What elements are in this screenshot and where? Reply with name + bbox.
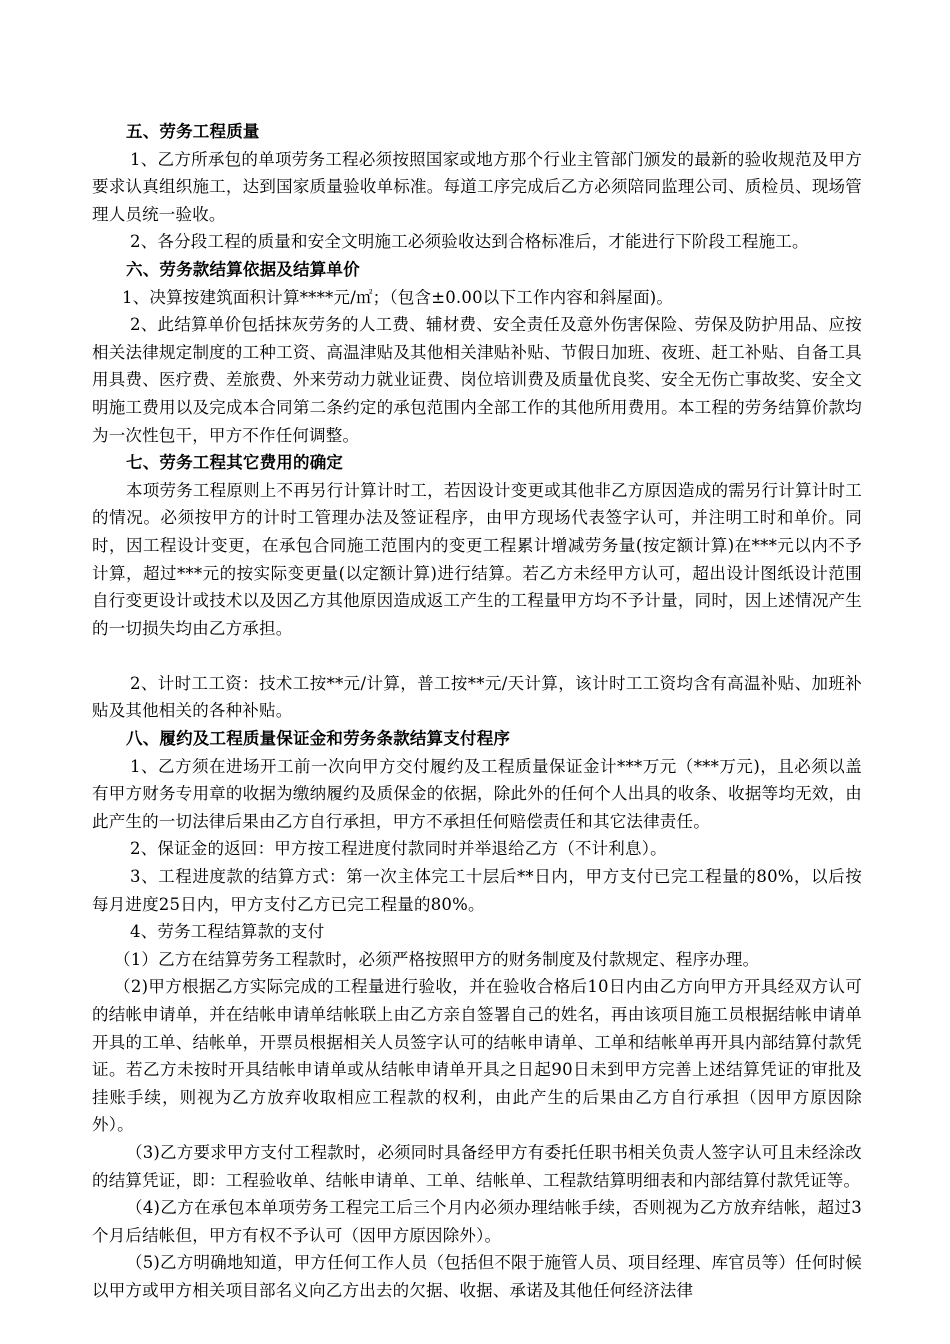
paragraph: 2、此结算单价包括抹灰劳务的人工费、辅材费、安全责任及意外伤害保险、劳保及防护用品、应按相关法律规定制度的工种工资、高温津贴及其他相关津贴补贴、节假日加班、夜班、赶工补贴、自备工具用具费、医疗费、差旅费、外来劳动力就业证费、岗位培训费及质量优良奖、安全无伤亡事故奖、安全文明施工费用以及完成本合同第二条约定的承包范围内全部工作的其他所用费用。本工程的劳务结算价款均为一次性包干，甲方不作任何调整。 xyxy=(92,315,862,445)
section-heading-8: 八、履约及工程质量保证金和劳务条款结算支付程序 xyxy=(126,729,511,749)
contract-page xyxy=(92,118,862,1305)
paragraph: （3)乙方要求甲方支付工程款时，必须同时具备经甲方有委托任职书相关负责人签字认可且未经涂改的结算凭证，即：工程验收单、结帐申请单、工单、结帐单、工程款结算明细表和内部结算付款凭证等。 xyxy=(92,1142,862,1190)
blank-line xyxy=(92,642,862,670)
paragraph: （5)乙方明确地知道，甲方任何工作人员（包括但不限于施管人员、项目经理、库官员等）任何时候以甲方或甲方相关项目部名义向乙方出去的欠据、收据、承诺及其他任何经济法律 xyxy=(92,1253,862,1300)
paragraph: 2、计时工工资：技术工按**元/计算，普工按**元/天计算，该计时工工资均含有高温补贴、加班补贴及其他相关的各种补贴。 xyxy=(92,673,862,721)
paragraph: （4)乙方在承包本单项劳务工程完工后三个月内必须办理结帐手续，否则视为乙方放弃结帐，超过3个月后结帐但，甲方有权不予认可（因甲方原因除外）。 xyxy=(92,1198,862,1245)
paragraph: 2、保证金的返回：甲方按工程进度付款同时并举退给乙方（不计利息）。 xyxy=(130,839,667,859)
section-heading-6: 六、劳务款结算依据及结算单价 xyxy=(126,259,360,279)
paragraph: 1、决算按建筑面积计算****元/㎡；（包含±0.00以下工作内容和斜屋面)。 xyxy=(122,287,674,307)
paragraph: 本项劳务工程原则上不再另行计算计时工，若因设计变更或其他非乙方原因造成的需另行计算计时工的情况。必须按甲方的计时工管理办法及签证程序，由甲方现场代表签字认可，并注明工时和单价。同时，因工程设计变更，在承包合同施工范围内的变更工程累计增减劳务量(按定额计算)在***元以内不予计算，超过***元的按实际变更量(以定额计算)进行结算。若乙方未经甲方认可，超出设计图纸设计范围自行变更设计或技术以及因乙方其他原因造成返工产生的工程量甲方均不予计量，同时，因上述情况产生的一切损失均由乙方承担。 xyxy=(92,480,862,638)
paragraph: 1、乙方所承包的单项劳务工程必须按照国家或地方那个行业主管部门颁发的最新的验收规范及甲方要求认真组织施工，达到国家质量验收单标准。每道工序完成后乙方必须陪同监理公司、质检员、现场管理人员统一验收。 xyxy=(92,149,862,224)
paragraph: 2、各分段工程的质量和安全文明施工必须验收达到合格标准后，才能进行下阶段工程施工。 xyxy=(130,232,809,252)
paragraph: 4、劳务工程结算款的支付 xyxy=(130,922,325,942)
paragraph: （2)甲方根据乙方实际完成的工程量进行验收，并在验收合格后10日内由乙方向甲方开具经双方认可的结帐申请单，并在结帐申请单结帐联上由乙方亲自签署自己的姓名，再由该项目施工员根据结帐申请单开具的工单、结帐单，开票员根据相关人员签字认可的结帐申请单、工单和结帐单再开具内部结算付款凭证。若乙方未按时开具结帐申请单或从结帐申请单开具之日起90日未到甲方完善上述结算凭证的审批及挂账手续，则视为乙方放弃收取相应工程款的权利，由此产生的后果由乙方自行承担（因甲方原因除外）。 xyxy=(92,977,862,1135)
paragraph: 1、乙方须在进场开工前一次向甲方交付履约及工程质量保证金计***万元（***万元)，且必须以盖有甲方财务专用章的收据为缴纳履约及质保金的依据，除此外的任何个人出具的收条、收据等均无效，由此产生的一切法律后果由乙方自行承担，甲方不承担任何赔偿责任和其它法律责任。 xyxy=(92,756,862,831)
paragraph: 3、工程进度款的结算方式：第一次主体完工十层后**日内，甲方支付已完工程量的80%，以后按每月进度25日内，甲方支付乙方已完工程量的80%。 xyxy=(92,867,862,914)
section-heading-7: 七、劳务工程其它费用的确定 xyxy=(126,453,344,473)
paragraph: （1）乙方在结算劳务工程款时，必须严格按照甲方的财务制度及付款规定、程序办理。 xyxy=(114,949,760,969)
section-heading-5: 五、劳务工程质量 xyxy=(126,122,260,141)
